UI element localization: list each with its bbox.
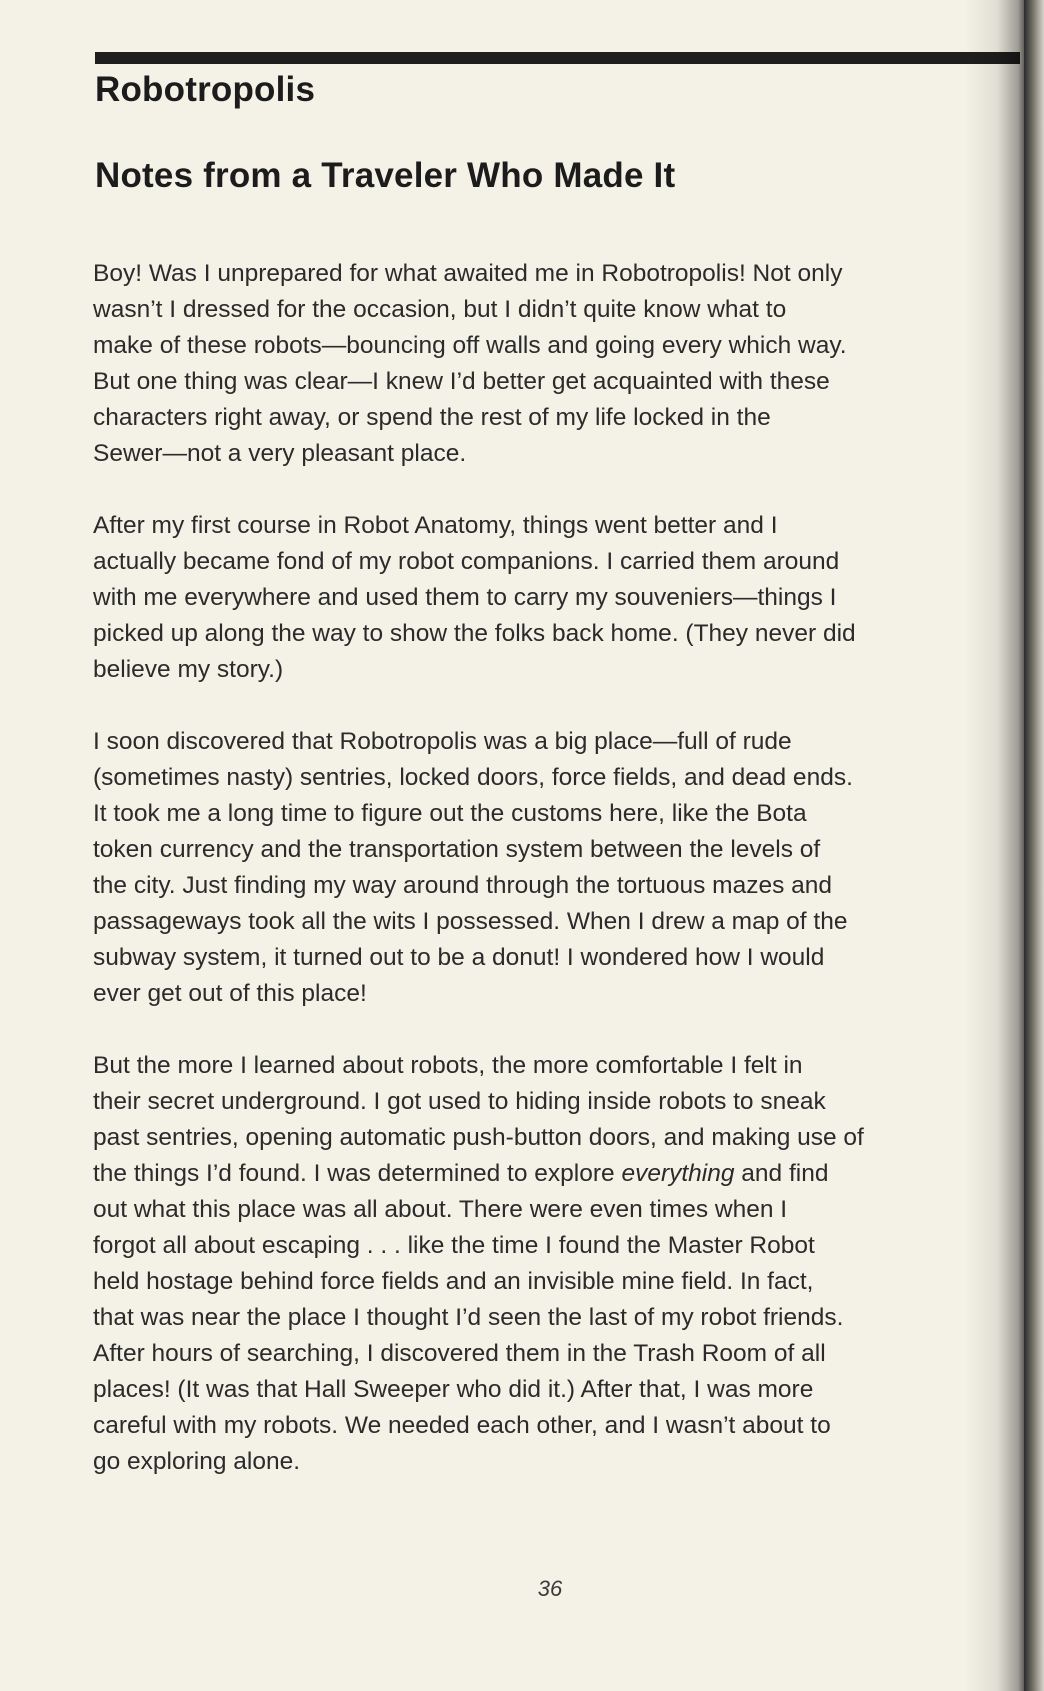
- page-number: 36: [537, 1576, 563, 1601]
- page-edge: [1024, 0, 1044, 1691]
- text-line: forgot all about escaping . . . like the time I found the Master Robot: [93, 1232, 815, 1259]
- text-line: It took me a long time to figure out the customs here, like the Bota: [93, 800, 807, 827]
- text-line: characters right away, or spend the rest of my life locked in the: [93, 404, 771, 431]
- text-line: Sewer—not a very pleasant place.: [93, 440, 467, 467]
- emphasized-word: everything: [621, 1160, 735, 1187]
- text-line: But the more I learned about robots, the more comfortable I felt in: [93, 1052, 803, 1079]
- text-line: actually became fond of my robot companions. I carried them around: [93, 548, 840, 575]
- text-line: wasn’t I dressed for the occasion, but I didn’t quite know what to: [93, 296, 787, 323]
- text-line: believe my story.): [93, 656, 284, 683]
- text-line: (sometimes nasty) sentries, locked doors, force fields, and dead ends.: [93, 764, 853, 791]
- text-line-with-emphasis: [93, 1156, 1023, 1192]
- paragraph-1: [93, 256, 1023, 472]
- text-line: ever get out of this place!: [93, 980, 367, 1007]
- text-line: past sentries, opening automatic push-button doors, and making use of: [93, 1124, 864, 1151]
- text-fragment: and find: [734, 1160, 829, 1187]
- text-fragment: the things I’d found. I was determined to explore: [93, 1160, 615, 1187]
- body-text: [93, 256, 1023, 1516]
- text-line: the city. Just finding my way around through the tortuous mazes and: [93, 872, 833, 899]
- section-title: Robotropolis: [95, 70, 316, 109]
- article-subtitle: Notes from a Traveler Who Made It: [95, 156, 676, 195]
- text-line: picked up along the way to show the folks back home. (They never did: [93, 620, 856, 647]
- paragraph-4: [93, 1048, 1023, 1480]
- text-line: After my first course in Robot Anatomy, things went better and I: [93, 512, 778, 539]
- spine-shadow: [964, 0, 1024, 1691]
- text-line: careful with my robots. We needed each other, and I wasn’t about to: [93, 1412, 831, 1439]
- text-line: make of these robots—bouncing off walls and going every which way.: [93, 332, 847, 359]
- text-line: Boy! Was I unprepared for what awaited me in Robotropolis! Not only: [93, 260, 843, 287]
- text-line: go exploring alone.: [93, 1448, 301, 1475]
- paragraph-3: [93, 724, 1023, 1012]
- text-line: that was near the place I thought I’d seen the last of my robot friends.: [93, 1304, 844, 1331]
- text-line: I soon discovered that Robotropolis was a big place—full of rude: [93, 728, 792, 755]
- text-line: After hours of searching, I discovered them in the Trash Room of all: [93, 1340, 826, 1367]
- text-line: subway system, it turned out to be a donut! I wondered how I would: [93, 944, 825, 971]
- header-rule: [95, 52, 1020, 64]
- text-line: out what this place was all about. There were even times when I: [93, 1196, 788, 1223]
- text-line: their secret underground. I got used to hiding inside robots to sneak: [93, 1088, 826, 1115]
- text-line: But one thing was clear—I knew I’d better get acquainted with these: [93, 368, 830, 395]
- text-line: held hostage behind force fields and an invisible mine field. In fact,: [93, 1268, 814, 1295]
- text-line: passageways took all the wits I possessed. When I drew a map of the: [93, 908, 848, 935]
- text-line: token currency and the transportation system between the levels of: [93, 836, 821, 863]
- paragraph-2: [93, 508, 1023, 688]
- text-line: with me everywhere and used them to carry my souveniers—things I: [93, 584, 837, 611]
- text-line: places! (It was that Hall Sweeper who did it.) After that, I was more: [93, 1376, 814, 1403]
